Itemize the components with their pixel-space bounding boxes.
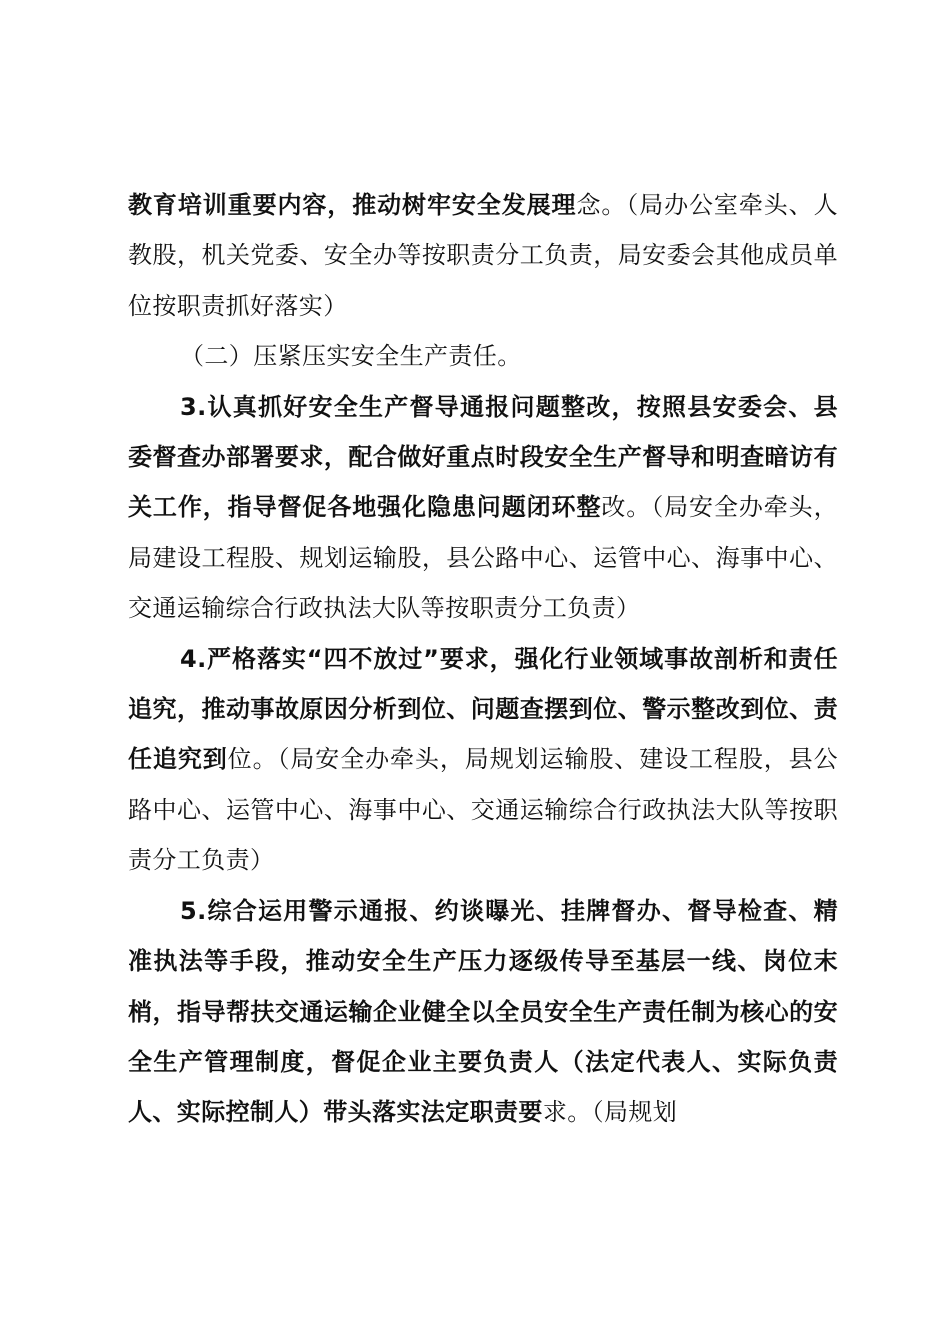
paragraph-item-3-normal: 改。（局安全办牵头，局建设工程股、规划运输股，县公路中心、运管中心、海事中心、交通运输综合行政执法大队等按职责分工负责） — [128, 493, 838, 623]
paragraph-item-5 — [128, 886, 838, 1138]
paragraph-item-3 — [128, 382, 838, 634]
paragraph-item-4 — [128, 634, 838, 886]
paragraph-1-normal: 念。（局办公室牵头、人教股，机关党委、安全办等按职责分工负责，局安委会其他成员单位按职责抓好落实） — [128, 191, 838, 320]
paragraph-1 — [128, 180, 838, 331]
paragraph-item-4-normal: 位。（局安全办牵头，局规划运输股、建设工程股，县公路中心、运管中心、海事中心、交通运输综合行政执法大队等按职责分工负责） — [128, 745, 838, 875]
section-heading-2-normal: （二）压紧压实安全生产责任。 — [180, 342, 522, 371]
paragraph-item-5-bold: 5.综合运用警示通报、约谈曝光、挂牌督办、督导检查、精准执法等手段，推动安全生产压力逐级传导至基层一线、岗位末梢，指导帮扶交通运输企业健全以全员安全生产责任制为核心的安全生产管理制度，督促企业主要负责人（法定代表人、实际负责人、实际控制人）带头落实法定职责要 — [128, 896, 838, 1127]
paragraph-item-5-normal: 求。（局规划 — [542, 1098, 678, 1127]
section-heading-2 — [128, 331, 838, 381]
paragraph-1-bold: 教育培训重要内容，推动树牢安全发展理 — [128, 191, 577, 219]
paragraph-item-4-bold: 4.严格落实“四不放过”要求，强化行业领域事故剖析和责任追究，推动事故原因分析到位、问题查摆到位、警示整改到位、责任追究到 — [128, 644, 838, 774]
body-text — [128, 180, 838, 1138]
paragraph-item-3-bold: 3.认真抓好安全生产督导通报问题整改，按照县安委会、县委督查办部署要求，配合做好重点时段安全生产督导和明查暗访有关工作，指导督促各地强化隐患问题闭环整 — [128, 392, 838, 522]
